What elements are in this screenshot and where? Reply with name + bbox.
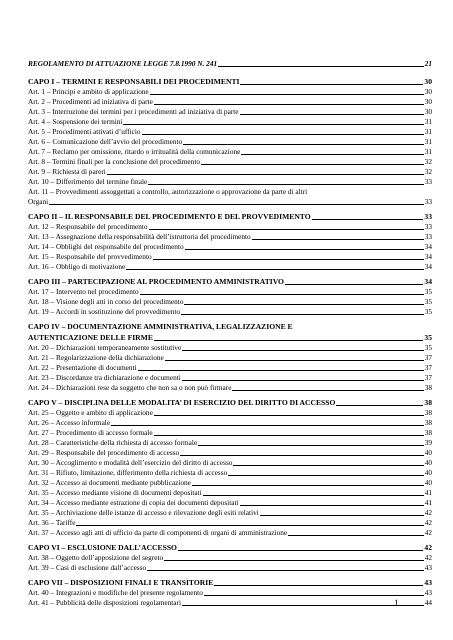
article-entry [28, 137, 432, 147]
article-entry [28, 287, 432, 297]
chapter-heading [28, 211, 432, 222]
leader-line [76, 525, 423, 526]
article-entry-page: 31 [424, 137, 432, 146]
chapter-heading-text: CAPO I – TERMINI E RESPONSABILI DEI PROCEDIMENTI [28, 77, 240, 86]
article-entry-page: 37 [424, 373, 432, 382]
leader-line [154, 415, 424, 416]
article-entry-text: Art. 22 – Presentazione di documenti [28, 363, 137, 372]
article-entry-text: Art. 27 – Procedimento di accesso formale [28, 428, 153, 437]
leader-line [228, 475, 423, 476]
article-entry [28, 588, 432, 598]
article-entry [28, 598, 432, 608]
article-entry-page: 42 [424, 553, 432, 562]
table-of-contents [28, 72, 432, 608]
article-entry-page: 37 [424, 363, 432, 372]
leader-line [180, 455, 424, 456]
leader-line [214, 585, 423, 586]
leader-line [192, 485, 424, 486]
article-entry [28, 242, 432, 252]
leader-line [148, 184, 423, 185]
article-entry [28, 518, 432, 528]
article-entry-text: Art. 31 – Rifiuto, limitazione, differimento della richiesta di accesso [28, 468, 228, 477]
article-entry-page: 41 [424, 498, 432, 507]
article-entry-page: 39 [424, 438, 432, 447]
leader-line [49, 204, 424, 205]
article-entry-page: 33 [424, 232, 432, 241]
article-entry [28, 408, 432, 418]
leader-line [154, 435, 424, 436]
leader-line [138, 370, 424, 371]
chapter-heading-text: CAPO II – IL RESPONSABILE DEL PROCEDIMENTO E DEL PROVVEDIMENTO [28, 212, 311, 221]
article-entry-text: Art. 30 – Accoglimento e modalità dell’esercizio del diritto di accesso [28, 458, 233, 467]
article-entry-page: 35 [424, 297, 432, 306]
article-entry [28, 428, 432, 438]
leader-line [181, 314, 424, 315]
article-entry-page: 30 [424, 97, 432, 106]
article-entry [28, 307, 432, 317]
article-entry-text: Art. 17 – Intervento nel procedimento [28, 287, 139, 296]
chapter-heading [28, 76, 432, 87]
article-entry-text: Art. 3 – Interruzione dei termini per i procedimenti ad iniziativa di parte [28, 107, 239, 116]
leader-line [182, 380, 424, 381]
leader-line [184, 304, 423, 305]
toc-title-line [28, 59, 432, 69]
chapter-heading-text: CAPO VII – DISPOSIZIONI FINALI E TRANSITORIE [28, 578, 214, 587]
article-entry-text: Art. 12 – Responsabile del procedimento [28, 222, 148, 231]
article-entry [28, 528, 432, 538]
article-entry [28, 297, 432, 307]
article-entry-page: 31 [424, 147, 432, 156]
article-entry [28, 363, 432, 373]
leader-line [232, 390, 423, 391]
article-entry [28, 232, 432, 242]
leader-line [126, 269, 423, 270]
toc-title: REGOLAMENTO DI ATTUAZIONE LEGGE 7.8.1990 N. 241 [28, 59, 218, 68]
article-entry [28, 177, 432, 187]
leader-line [183, 144, 423, 145]
chapter-heading [28, 276, 432, 287]
article-entry-text: Art. 37 – Accesso agli atti di ufficio da parte di componenti di organi di amministrazione [28, 528, 288, 537]
article-entry [28, 97, 432, 107]
leader-line [218, 66, 424, 67]
article-entry-text: Art. 5 – Procedimenti attivati d’ufficio [28, 127, 141, 136]
leader-line [240, 84, 423, 85]
article-entry-page: 40 [424, 458, 432, 467]
article-entry-text: Art. 23 – Discordanze tra dichiarazione e documenti [28, 373, 181, 382]
article-entry-text: Art. 41 – Pubblicità delle disposizioni regolamentari [28, 598, 181, 607]
article-entry-text: Art. 6 – Comunicazione dell’avvio del procedimento [28, 137, 183, 146]
leader-line [185, 249, 424, 250]
article-entry-page: 40 [424, 478, 432, 487]
leader-line [153, 259, 424, 260]
article-entry-page: 34 [424, 252, 432, 261]
article-entry [28, 478, 432, 488]
chapter-heading-text: CAPO III – PARTECIPAZIONE AL PROCEDIMENTO AMMINISTRATIVO [28, 277, 284, 286]
article-entry-page: 43 [424, 588, 432, 597]
article-entry-page: 42 [424, 518, 432, 527]
article-entry-page: 32 [424, 167, 432, 176]
article-entry [28, 117, 432, 127]
article-entry-text: Art. 35 – Archiviazione delle istanze di accesso e rilevazione degli esiti relativi [28, 508, 259, 517]
article-entry-page: 40 [424, 468, 432, 477]
leader-line [150, 94, 424, 95]
leader-line [198, 445, 424, 446]
leader-line [147, 570, 424, 571]
leader-line [154, 104, 424, 105]
article-entry-text: Art. 7 – Reclamo per omissione, ritardo o irritualità della comunicazione [28, 147, 241, 156]
article-entry-text: Art. 18 – Visione degli atti in corso del procedimento [28, 297, 184, 306]
leader-line [111, 425, 424, 426]
article-entry-page: 31 [424, 127, 432, 136]
leader-line [260, 515, 424, 516]
article-entry-text: Art. 20 – Dichiarazioni temporaneamente sostitutive [28, 343, 182, 352]
article-entry-page: 37 [424, 353, 432, 362]
article-entry-line1: Art. 11 – Provvedimenti assoggettati a controllo, autorizzazione o approvazione da parte di altri [28, 187, 308, 196]
leader-line [336, 405, 423, 406]
article-entry-page: 38 [424, 428, 432, 437]
article-entry [28, 252, 432, 262]
article-entry [28, 107, 432, 117]
chapter-heading-text: AUTENTICAZIONE DELLE FIRME [28, 333, 153, 342]
article-entry-text: Art. 10 – Differimento del termine finale [28, 177, 148, 186]
leader-line [164, 560, 424, 561]
article-entry [28, 508, 432, 518]
article-entry [28, 468, 432, 478]
chapter-heading [28, 332, 432, 343]
article-entry-text: Art. 28 – Caratteristiche della richiesta di accesso formale [28, 438, 198, 447]
article-entry-text: Art. 21 – Regolarizzazione della dichiarazione [28, 353, 164, 362]
article-entry-text: Art. 19 – Accordi in sostituzione del provvedimento [28, 307, 180, 316]
article-entry-page: 34 [424, 242, 432, 251]
leader-line [204, 595, 424, 596]
article-entry-text: Art. 34 – Accesso mediante estrazione di copia dei documenti depositati [28, 498, 239, 507]
page-number: 1 [394, 598, 399, 608]
article-entry-page: 38 [424, 408, 432, 417]
article-entry-page: 38 [424, 418, 432, 427]
article-entry-page: 35 [424, 343, 432, 352]
article-entry-page: 31 [424, 117, 432, 126]
leader-line [312, 219, 424, 220]
article-entry-text: Art. 40 – Integrazioni e modifiche del presente regolamento [28, 588, 203, 597]
chapter-heading-page: 33 [424, 212, 432, 221]
article-entry [28, 262, 432, 272]
chapter-heading-page: 34 [424, 277, 432, 286]
leader-line [201, 164, 424, 165]
article-entry-page: 34 [424, 262, 432, 271]
article-entry [28, 87, 432, 97]
article-entry-text: Art. 15 – Responsabile del provvedimento [28, 252, 152, 261]
article-entry [28, 458, 432, 468]
leader-line [182, 350, 424, 351]
article-entry-text: Art. 13 – Assegnazione della responsabilità dell’istruttoria del procedimento [28, 232, 251, 241]
article-entry-text: Art. 39 – Casi di esclusione dall’accesso [28, 563, 147, 572]
article-entry-text: Art. 35 – Accesso mediante visione di documenti depositati [28, 488, 202, 497]
leader-line [142, 134, 424, 135]
article-entry [28, 127, 432, 137]
article-entry-page: 41 [424, 488, 432, 497]
chapter-heading-text: CAPO V – DISCIPLINA DELLE MODALITA’ DI ESERCIZIO DEL DIRITTO DI ACCESSO [28, 398, 336, 407]
article-entry [28, 343, 432, 353]
chapter-heading-page: 30 [424, 77, 432, 86]
article-entry-text: Art. 1 – Principi e ambito di applicazione [28, 87, 149, 96]
article-entry [28, 383, 432, 393]
article-entry-text: Art. 24 – Dichiarazioni rese da soggetto che non sa o non può firmare [28, 383, 232, 392]
leader-line [149, 229, 424, 230]
toc-title-page: 21 [424, 59, 432, 68]
chapter-heading [28, 397, 432, 408]
chapter-heading-line1: CAPO IV – DOCUMENTAZIONE AMMINISTRATIVA, LEGALIZZAZIONE E [28, 322, 293, 331]
leader-line [241, 154, 423, 155]
article-entry-page: 44 [424, 598, 432, 607]
article-entry-page: 38 [424, 383, 432, 392]
article-entry-text: Art. 8 – Termini finali per la conclusione del procedimento [28, 157, 200, 166]
article-entry-text: Art. 29 – Responsabile del procedimento di accesso [28, 448, 180, 457]
leader-line [233, 465, 423, 466]
article-entry-text: Art. 26 – Accesso informale [28, 418, 111, 427]
article-entry-page: 30 [424, 87, 432, 96]
article-entry-text: Art. 36 – Tariffe [28, 518, 76, 527]
article-entry [28, 498, 432, 508]
article-entry-page: 40 [424, 448, 432, 457]
chapter-heading [28, 577, 432, 588]
article-entry-page: 43 [424, 563, 432, 572]
chapter-heading-page: 38 [424, 398, 432, 407]
leader-line [203, 495, 424, 496]
article-entry [28, 438, 432, 448]
leader-line [178, 550, 423, 551]
leader-line [182, 605, 424, 606]
article-entry [28, 167, 432, 177]
article-entry [28, 373, 432, 383]
article-entry-text: Art. 25 – Oggetto e ambito di applicazione [28, 408, 153, 417]
article-entry-text: Art. 32 – Accesso ai documenti mediante pubblicazione [28, 478, 191, 487]
article-entry-text: Organi [28, 197, 49, 206]
leader-line [252, 239, 424, 240]
article-entry-page: 42 [424, 508, 432, 517]
article-entry-page: 35 [424, 307, 432, 316]
article-entry [28, 157, 432, 167]
leader-line [240, 114, 424, 115]
article-entry-text: Art. 9 – Richiesta di pareri [28, 167, 106, 176]
chapter-heading-page: 42 [424, 543, 432, 552]
article-entry-text: Art. 16 – Obbligo di motivazione [28, 262, 126, 271]
leader-line [165, 360, 424, 361]
article-entry-text: Art. 14 – Obblighi del responsabile del procedimento [28, 242, 184, 251]
article-entry-page: 42 [424, 528, 432, 537]
article-entry [28, 147, 432, 157]
article-entry-text: Art. 38 – Oggetto dell’apposizione del segreto [28, 553, 164, 562]
article-entry-text: Art. 4 – Sospensione dei termini [28, 117, 123, 126]
leader-line [288, 535, 424, 536]
article-entry-page: 33 [424, 177, 432, 186]
leader-line [107, 174, 424, 175]
article-entry [28, 197, 432, 207]
article-entry-page: 32 [424, 157, 432, 166]
article-entry [28, 488, 432, 498]
article-entry-page: 35 [424, 287, 432, 296]
article-entry-page: 33 [424, 197, 432, 206]
article-entry [28, 448, 432, 458]
leader-line [140, 294, 424, 295]
article-entry [28, 563, 432, 573]
chapter-heading-page: 35 [424, 333, 432, 342]
chapter-heading-text: CAPO VI – ESCLUSIONE DALL’ACCESSO [28, 543, 177, 552]
article-entry [28, 553, 432, 563]
leader-line [240, 505, 424, 506]
article-entry-text: Art. 2 – Procedimenti ad iniziativa di parte [28, 97, 153, 106]
article-entry-page: 30 [424, 107, 432, 116]
article-entry-page: 33 [424, 222, 432, 231]
article-entry [28, 222, 432, 232]
chapter-heading-page: 43 [424, 578, 432, 587]
leader-line [123, 124, 423, 125]
leader-line [285, 284, 423, 285]
article-entry [28, 353, 432, 363]
article-entry [28, 418, 432, 428]
leader-line [154, 340, 424, 341]
chapter-heading [28, 542, 432, 553]
